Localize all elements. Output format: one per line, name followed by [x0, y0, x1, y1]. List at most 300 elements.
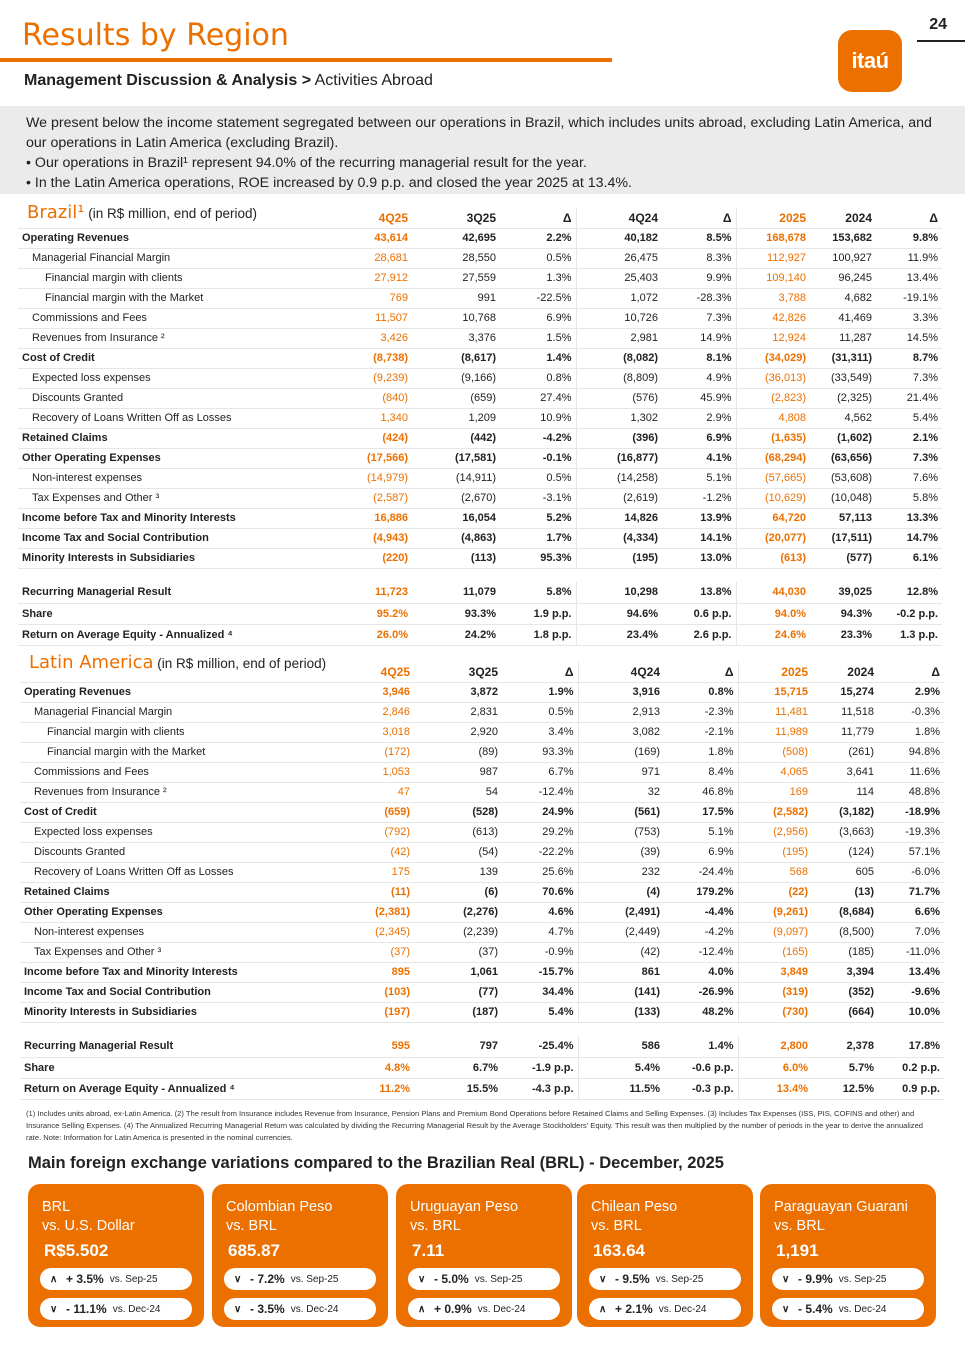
fx-currency-name: Uruguayan Peso: [410, 1199, 519, 1215]
table-cell: 1,061: [414, 962, 502, 982]
row-label: Managerial Financial Margin: [18, 248, 316, 268]
row-label: Financial margin with the Market: [18, 288, 316, 308]
fx-currency-pair: vs. U.S. Dollar: [42, 1218, 135, 1234]
column-header: Δ: [876, 208, 942, 228]
table-row: [18, 288, 942, 308]
table-cell: 96,245: [810, 268, 876, 288]
table-cell: 28,681: [316, 248, 412, 268]
table-cell: (508): [738, 742, 812, 762]
table-cell: 15,715: [738, 682, 812, 702]
table-cell: (31,311): [810, 348, 876, 368]
table-row: [20, 782, 944, 802]
table-cell: 3,641: [812, 762, 878, 782]
table-cell: 39,025: [810, 582, 876, 603]
table-cell: 2.1%: [876, 428, 942, 448]
breadcrumb-page: Activities Abroad: [311, 72, 433, 89]
table-cell: (8,500): [812, 922, 878, 942]
table-cell: (14,979): [316, 468, 412, 488]
table-cell: 6.9%: [500, 308, 576, 328]
table-cell: (63,656): [810, 448, 876, 468]
table-cell: 5.8%: [500, 582, 576, 603]
table-cell: 11,481: [738, 702, 812, 722]
table-row: [18, 468, 942, 488]
table-cell: (124): [812, 842, 878, 862]
table-cell: -4.2%: [664, 922, 738, 942]
fx-variation-ref: vs. Sep-25: [109, 1273, 158, 1285]
fx-variation-ref: vs. Dec-24: [112, 1303, 161, 1315]
table-cell: (576): [576, 388, 662, 408]
header-label-cell: [20, 662, 318, 682]
table-cell: 139: [414, 862, 502, 882]
table-cell: 861: [578, 962, 664, 982]
table-cell: 153,682: [810, 228, 876, 248]
table-cell: 10.0%: [878, 1002, 944, 1022]
table-cell: 1.8 p.p.: [500, 624, 576, 645]
table-cell: -0.1%: [500, 448, 576, 468]
fx-variation-value: + 0.9%: [434, 1302, 472, 1316]
row-label: Discounts Granted: [20, 842, 318, 862]
table-cell: 0.6 p.p.: [662, 603, 736, 624]
table-row: [20, 1078, 944, 1099]
fx-variation-pill: [408, 1298, 560, 1320]
table-cell: 4,065: [738, 762, 812, 782]
table-row: [20, 762, 944, 782]
fx-variation-ref: vs. Dec-24: [658, 1303, 707, 1315]
table-cell: 29.2%: [502, 822, 578, 842]
row-label: Operating Revenues: [20, 682, 318, 702]
table-cell: (22): [738, 882, 812, 902]
table-cell: (2,670): [412, 488, 500, 508]
table-cell: (792): [318, 822, 414, 842]
fx-variation-pill: [589, 1298, 741, 1320]
table-cell: 4.9%: [662, 368, 736, 388]
table-cell: 2,913: [578, 702, 664, 722]
fx-variation-value: + 3.5%: [66, 1272, 104, 1286]
table-cell: 3,082: [578, 722, 664, 742]
fx-card: [396, 1184, 572, 1327]
table-cell: 232: [578, 862, 664, 882]
table-cell: 5.4%: [502, 1002, 578, 1022]
table-cell: (1,602): [810, 428, 876, 448]
table-cell: 48.2%: [664, 1002, 738, 1022]
table-cell: 5.8%: [876, 488, 942, 508]
table-cell: 1.7%: [500, 528, 576, 548]
table-cell: 4.1%: [662, 448, 736, 468]
table-cell: -28.3%: [662, 288, 736, 308]
table-cell: 987: [414, 762, 502, 782]
latam-unit: (in R$ million, end of period): [153, 656, 327, 671]
fx-variation-ref: vs. Dec-24: [838, 1303, 887, 1315]
table-cell: 11,989: [738, 722, 812, 742]
table-cell: 13.4%: [738, 1078, 812, 1099]
fx-variation-pill: [772, 1268, 924, 1290]
row-label: Return on Average Equity - Annualized ⁴: [20, 1078, 318, 1099]
table-row: [20, 1057, 944, 1078]
table-cell: (10,048): [810, 488, 876, 508]
row-label: Other Operating Expenses: [18, 448, 316, 468]
table-cell: 0.8%: [664, 682, 738, 702]
table-cell: 2.9%: [662, 408, 736, 428]
table-cell: 10,726: [576, 308, 662, 328]
column-header: Δ: [664, 662, 738, 682]
table-cell: (319): [738, 982, 812, 1002]
table-cell: 3,916: [578, 682, 664, 702]
table-cell: 1,302: [576, 408, 662, 428]
row-label: Return on Average Equity - Annualized ⁴: [18, 624, 316, 645]
table-cell: 100,927: [810, 248, 876, 268]
row-label: Managerial Financial Margin: [20, 702, 318, 722]
table-cell: (37): [414, 942, 502, 962]
table-cell: -24.4%: [664, 862, 738, 882]
table-cell: 7.6%: [876, 468, 942, 488]
row-label: Income Tax and Social Contribution: [18, 528, 316, 548]
footnotes: (1) Includes units abroad, ex-Latin America. (2) The result from Insurance includes Revenue from Insurance, Pension Plans and Premium Bond Operations before Retained Claims and Selling Expenses. (3) Includes Tax Expenses (ISS, PIS, COFINS and other) and Insurance Selling Expenses. (4) The Annualized Recurring Managerial Return was calculated by dividing the Recurring Managerial Result by the Average Stockholders' Equity. This result was then multiplied by the number of periods in the year to derive the annualized rate. Note: Information for Latin America is presented in the nominal currencies.: [26, 1109, 924, 1142]
table-cell: -25.4%: [502, 1036, 578, 1057]
table-cell: (103): [318, 982, 414, 1002]
table-cell: 1.3%: [500, 268, 576, 288]
breadcrumb: [24, 72, 433, 90]
table-cell: 34.4%: [502, 982, 578, 1002]
table-cell: (840): [316, 388, 412, 408]
table-cell: -4.3 p.p.: [502, 1078, 578, 1099]
table-row: [18, 328, 942, 348]
table-cell: (42): [578, 942, 664, 962]
table-cell: (2,619): [576, 488, 662, 508]
table-cell: 12,924: [736, 328, 810, 348]
table-cell: 9.9%: [662, 268, 736, 288]
latam-income-table: [20, 662, 944, 1100]
table-cell: 168,678: [736, 228, 810, 248]
table-cell: 7.3%: [876, 448, 942, 468]
table-cell: 7.0%: [878, 922, 944, 942]
table-cell: 12.5%: [812, 1078, 878, 1099]
table-cell: (13): [812, 882, 878, 902]
row-label: Income before Tax and Minority Interests: [20, 962, 318, 982]
table-cell: 15.5%: [414, 1078, 502, 1099]
table-cell: 27,559: [412, 268, 500, 288]
table-cell: (36,013): [736, 368, 810, 388]
table-cell: 2.9%: [878, 682, 944, 702]
row-label: Discounts Granted: [18, 388, 316, 408]
row-label: Tax Expenses and Other ³: [20, 942, 318, 962]
table-cell: (133): [578, 1002, 664, 1022]
fx-card: [760, 1184, 936, 1327]
table-cell: 2,831: [414, 702, 502, 722]
row-label: Other Operating Expenses: [20, 902, 318, 922]
fx-rate-value: 163.64: [593, 1241, 645, 1260]
table-cell: 17.5%: [664, 802, 738, 822]
table-cell: 3.3%: [876, 308, 942, 328]
table-cell: 2,920: [414, 722, 502, 742]
table-cell: 94.6%: [576, 603, 662, 624]
table-cell: 169: [738, 782, 812, 802]
table-cell: 11.9%: [876, 248, 942, 268]
row-label: Recovery of Loans Written Off as Losses: [18, 408, 316, 428]
table-cell: -26.9%: [664, 982, 738, 1002]
table-cell: 0.5%: [500, 248, 576, 268]
fx-section-title: Main foreign exchange variations compared to the Brazilian Real (BRL) - December, 2025: [28, 1154, 724, 1172]
table-cell: 12.8%: [876, 582, 942, 603]
table-cell: 1.4%: [500, 348, 576, 368]
table-cell: -15.7%: [502, 962, 578, 982]
table-cell: 112,927: [736, 248, 810, 268]
table-cell: (57,665): [736, 468, 810, 488]
table-cell: (3,663): [812, 822, 878, 842]
row-label: Expected loss expenses: [18, 368, 316, 388]
fx-rate-value: 685.87: [228, 1241, 280, 1260]
table-cell: -3.1%: [500, 488, 576, 508]
row-label: Recurring Managerial Result: [20, 1036, 318, 1057]
table-row: [18, 268, 942, 288]
table-cell: 3,849: [738, 962, 812, 982]
table-row: [18, 568, 942, 582]
table-cell: 5.4%: [876, 408, 942, 428]
table-cell: (68,294): [736, 448, 810, 468]
fx-variation-ref: vs. Sep-25: [655, 1273, 704, 1285]
table-cell: 27,912: [316, 268, 412, 288]
table-cell: 0.9 p.p.: [878, 1078, 944, 1099]
row-label: Cost of Credit: [18, 348, 316, 368]
page-number: 24: [929, 16, 947, 33]
table-cell: (2,582): [738, 802, 812, 822]
table-cell: (20,077): [736, 528, 810, 548]
table-cell: 2.6 p.p.: [662, 624, 736, 645]
table-cell: 10,298: [576, 582, 662, 603]
table-cell: -0.2 p.p.: [876, 603, 942, 624]
row-label: Share: [18, 603, 316, 624]
table-cell: (4,334): [576, 528, 662, 548]
table-cell: 2.2%: [500, 228, 576, 248]
table-cell: 6.1%: [876, 548, 942, 568]
table-row: [20, 682, 944, 702]
table-row: [18, 448, 942, 468]
intro-bullet: • Our operations in Brazil¹ represent 94.0% of the recurring managerial result for the year.: [26, 155, 587, 171]
table-cell: (54): [414, 842, 502, 862]
row-label: Cost of Credit: [20, 802, 318, 822]
table-row: [18, 582, 942, 603]
table-cell: 28,550: [412, 248, 500, 268]
table-cell: -4.2%: [500, 428, 576, 448]
fx-currency-pair: vs. BRL: [774, 1218, 825, 1234]
table-cell: 2,846: [318, 702, 414, 722]
table-cell: (16,877): [576, 448, 662, 468]
table-cell: 44,030: [736, 582, 810, 603]
fx-variation-value: - 9.9%: [798, 1272, 833, 1286]
row-label: Retained Claims: [20, 882, 318, 902]
table-cell: 42,695: [412, 228, 500, 248]
table-cell: 57,113: [810, 508, 876, 528]
table-cell: (14,911): [412, 468, 500, 488]
table-cell: (730): [738, 1002, 812, 1022]
table-cell: 11.5%: [578, 1078, 664, 1099]
brazil-unit: (in R$ million, end of period): [84, 206, 258, 221]
table-cell: (1,635): [736, 428, 810, 448]
table-cell: 1.4%: [664, 1036, 738, 1057]
chevron-down-icon: ∨: [234, 1303, 242, 1315]
table-row: [18, 548, 942, 568]
itau-logo: itaú: [838, 30, 902, 92]
table-row: [20, 922, 944, 942]
table-cell: 24.6%: [736, 624, 810, 645]
page-number-rule: [917, 40, 965, 42]
row-label: Income Tax and Social Contribution: [20, 982, 318, 1002]
table-cell: (195): [738, 842, 812, 862]
table-cell: -19.1%: [876, 288, 942, 308]
fx-variation-pill: [40, 1268, 192, 1290]
column-header: 2024: [810, 208, 876, 228]
fx-currency-name: Paraguayan Guarani: [774, 1199, 908, 1215]
table-cell: 42,826: [736, 308, 810, 328]
table-cell: 11.2%: [318, 1078, 414, 1099]
fx-currency-pair: vs. BRL: [410, 1218, 461, 1234]
table-cell: 3,426: [316, 328, 412, 348]
table-cell: (33,549): [810, 368, 876, 388]
table-cell: 6.9%: [662, 428, 736, 448]
table-cell: 23.3%: [810, 624, 876, 645]
table-cell: 11,779: [812, 722, 878, 742]
fx-variation-value: - 11.1%: [66, 1302, 107, 1316]
table-cell: 4.6%: [502, 902, 578, 922]
table-cell: -0.9%: [502, 942, 578, 962]
table-cell: (613): [414, 822, 502, 842]
table-cell: (4,943): [316, 528, 412, 548]
table-cell: 11,079: [412, 582, 500, 603]
row-label: Expected loss expenses: [20, 822, 318, 842]
table-cell: 24.9%: [502, 802, 578, 822]
table-cell: 16,054: [412, 508, 500, 528]
table-cell: 8.7%: [876, 348, 942, 368]
chevron-up-icon: ∧: [599, 1303, 607, 1315]
table-cell: 7.3%: [876, 368, 942, 388]
table-cell: (664): [812, 1002, 878, 1022]
table-cell: (261): [812, 742, 878, 762]
table-cell: 5.1%: [664, 822, 738, 842]
fx-variation-value: - 7.2%: [250, 1272, 285, 1286]
table-cell: 5.4%: [578, 1057, 664, 1078]
table-cell: 95.3%: [500, 548, 576, 568]
table-cell: 1.9%: [502, 682, 578, 702]
table-cell: -19.3%: [878, 822, 944, 842]
table-cell: (352): [812, 982, 878, 1002]
table-cell: (2,381): [318, 902, 414, 922]
row-label: Non-interest expenses: [20, 922, 318, 942]
table-cell: 15,274: [812, 682, 878, 702]
table-row: [20, 742, 944, 762]
table-row: [20, 942, 944, 962]
row-label: Revenues from Insurance ²: [20, 782, 318, 802]
table-cell: 991: [412, 288, 500, 308]
table-cell: 3,018: [318, 722, 414, 742]
fx-variation-ref: vs. Dec-24: [290, 1303, 339, 1315]
table-cell: 13.0%: [662, 548, 736, 568]
table-cell: 3,394: [812, 962, 878, 982]
table-cell: 6.7%: [502, 762, 578, 782]
table-cell: 11,287: [810, 328, 876, 348]
table-cell: -9.6%: [878, 982, 944, 1002]
table-cell: 48.8%: [878, 782, 944, 802]
column-header: 2025: [736, 208, 810, 228]
intro-bullet: • In the Latin America operations, ROE increased by 0.9 p.p. and closed the year 2025 at 13.4%.: [26, 175, 632, 191]
fx-variation-pill: [408, 1268, 560, 1290]
fx-variation-ref: vs. Sep-25: [838, 1273, 887, 1285]
table-cell: 13.3%: [876, 508, 942, 528]
table-cell: 3,788: [736, 288, 810, 308]
table-cell: -1.2%: [662, 488, 736, 508]
table-row: [20, 962, 944, 982]
table-cell: (577): [810, 548, 876, 568]
table-cell: -12.4%: [664, 942, 738, 962]
table-cell: 1.5%: [500, 328, 576, 348]
table-cell: 21.4%: [876, 388, 942, 408]
table-cell: -0.3 p.p.: [664, 1078, 738, 1099]
table-row: [18, 408, 942, 428]
breadcrumb-section: Management Discussion & Analysis >: [24, 72, 312, 89]
table-row: [20, 842, 944, 862]
table-cell: 16,886: [316, 508, 412, 528]
table-cell: 23.4%: [576, 624, 662, 645]
table-cell: (34,029): [736, 348, 810, 368]
table-cell: (2,823): [736, 388, 810, 408]
table-cell: 13.9%: [662, 508, 736, 528]
row-label: Minority Interests in Subsidiaries: [20, 1002, 318, 1022]
latam-title: Latin America: [29, 652, 154, 673]
table-cell: 7.3%: [662, 308, 736, 328]
table-cell: (4,863): [412, 528, 500, 548]
table-cell: -11.0%: [878, 942, 944, 962]
table-cell: 45.9%: [662, 388, 736, 408]
table-cell: (10,629): [736, 488, 810, 508]
table-cell: (89): [414, 742, 502, 762]
table-cell: 24.2%: [412, 624, 500, 645]
table-cell: 568: [738, 862, 812, 882]
table-cell: (6): [414, 882, 502, 902]
table-cell: -1.9 p.p.: [502, 1057, 578, 1078]
table-cell: 8.4%: [664, 762, 738, 782]
table-cell: (659): [412, 388, 500, 408]
table-cell: 4.8%: [318, 1057, 414, 1078]
table-cell: 2,981: [576, 328, 662, 348]
intro-box: [0, 106, 965, 194]
row-label: Recurring Managerial Result: [18, 582, 316, 603]
table-cell: 971: [578, 762, 664, 782]
table-cell: 5.2%: [500, 508, 576, 528]
intro-paragraph: We present below the income statement segregated between our operations in Brazil, which includes units abroad, excluding Latin America, and our operations in Latin America (excluding Brazil).: [26, 115, 932, 151]
fx-variation-value: - 5.0%: [434, 1272, 469, 1286]
table-cell: 8.3%: [662, 248, 736, 268]
fx-rate-value: R$5.502: [44, 1241, 109, 1260]
table-cell: (37): [318, 942, 414, 962]
table-cell: (2,345): [318, 922, 414, 942]
column-header: 4Q24: [578, 662, 664, 682]
table-cell: 11,507: [316, 308, 412, 328]
table-cell: 54: [414, 782, 502, 802]
column-header: 4Q24: [576, 208, 662, 228]
fx-variation-pill: [589, 1268, 741, 1290]
table-cell: 0.5%: [502, 702, 578, 722]
table-cell: 32: [578, 782, 664, 802]
table-cell: 4.7%: [502, 922, 578, 942]
table-cell: (442): [412, 428, 500, 448]
table-cell: 586: [578, 1036, 664, 1057]
table-cell: 11,518: [812, 702, 878, 722]
table-cell: 13.4%: [876, 268, 942, 288]
row-label: Tax Expenses and Other ³: [18, 488, 316, 508]
table-row: [18, 308, 942, 328]
table-cell: (42): [318, 842, 414, 862]
table-cell: 2,800: [738, 1036, 812, 1057]
table-cell: 11,723: [316, 582, 412, 603]
table-cell: 5.7%: [812, 1057, 878, 1078]
